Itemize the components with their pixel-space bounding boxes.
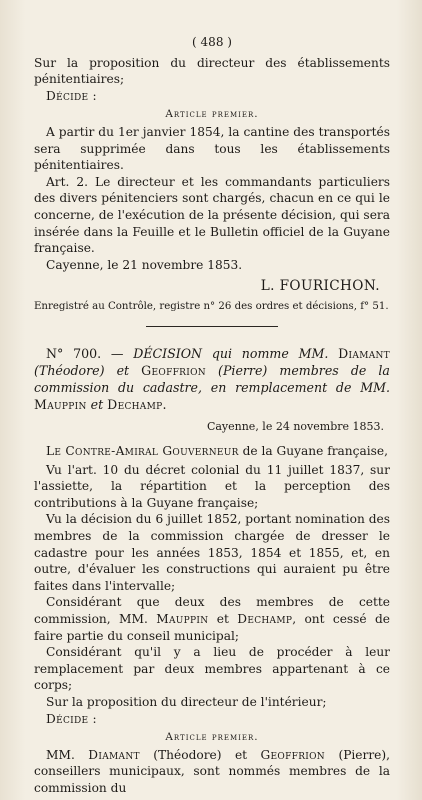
decision-word: DÉCISION	[133, 345, 203, 361]
signature: L. FOURICHON.	[260, 278, 380, 295]
final-given-theodore: (Théodore) et	[153, 747, 248, 762]
and-word-2: et	[90, 396, 104, 412]
decision-date: Cayenne, le 24 novembre 1853.	[206, 419, 384, 433]
article-2-text: Le directeur et les commandants particuliers des divers pénitenciers sont chargés, chacun en ce qui le concerne, de l'exécution de la présente décision, qui sera insérée dans la Feuille et le Bulletin officiel de la Guyane française.	[34, 174, 390, 256]
considerant-1-end: , ont cessé de faire partie du conseil municipal;	[34, 612, 391, 643]
name-geoffrion: Geoffrion	[141, 362, 206, 378]
given-pierre: (Pierre)	[218, 362, 268, 378]
page-content	[34, 34, 390, 797]
vu-paragraph-2: Vu la décision du 6 juillet 1852, portant nomination des membres de la commission chargée de dresser le cadastre pour les années 1853, 1854 et 1855, et, en outre, d'évaluer les constructions qui auraient pu être faites dans l'intervalle;	[34, 512, 390, 593]
decide-heading-2: Décide :	[46, 711, 97, 726]
considerant-and: et	[216, 612, 229, 627]
registration-note: Enregistré au Contrôle, registre n° 26 des ordres et décisions, f° 51.	[34, 300, 389, 312]
given-theodore: (Théodore)	[34, 362, 105, 378]
page-number: ( 488 )	[192, 35, 232, 49]
proposal-line-2: Sur la proposition du directeur de l'intérieur;	[46, 695, 327, 709]
final-paragraph	[34, 747, 390, 797]
article-1-text: A partir du 1er janvier 1854, la cantine des transportés sera supprimée dans tous les établissements pénitentiaires.	[34, 124, 390, 173]
final-name-diamant: Diamant	[88, 747, 140, 762]
considerant-name-mauppin: Mauppin	[156, 612, 209, 627]
considerant-paragraph-1	[34, 594, 390, 644]
governor-line	[34, 443, 390, 460]
article-premier-title-2: Article premier.	[165, 731, 259, 744]
proposal-line: Sur la proposition du directeur des établissements pénitentiaires;	[34, 55, 390, 87]
article-2-label: Art. 2.	[46, 174, 89, 189]
section-divider	[146, 326, 278, 327]
considerant-name-dechamp: Dechamp	[237, 612, 293, 627]
final-name-geoffrion: Geoffrion	[260, 747, 325, 762]
considerant-paragraph-2: Considérant qu'il y a lieu de procéder à leur remplacement par deux membres appartenant à ce corps;	[34, 645, 390, 693]
place-date: Cayenne, le 21 novembre 1853.	[46, 257, 243, 272]
considerant-1-start: Considérant que deux des membres de cette commission, MM.	[34, 595, 390, 627]
decision-number: N° 700.	[46, 345, 102, 361]
name-diamant: Diamant	[338, 345, 390, 361]
final-rest: (Pierre), conseillers municipaux, sont nommés membres de la commission du	[34, 747, 390, 795]
name-dechamp: Dechamp	[107, 396, 163, 412]
final-mm: MM.	[46, 747, 75, 762]
and-word: et	[116, 362, 130, 378]
article-premier-title: Article premier.	[165, 108, 259, 121]
governor-rest: de la Guyane française,	[242, 444, 388, 459]
article-2-paragraph	[34, 174, 390, 257]
decision-headline: N° 700. — DÉCISION qui nomme MM. Diamant (Théodore) et Geoffrion (Pierre) membres de la commission du cadastre, en remplacement de MM. Mauppin et Dechamp.	[34, 345, 390, 412]
vu-paragraph-1: Vu l'art. 10 du décret colonial du 11 juillet 1837, sur l'assiette, la répartition et la perception des contributions à la Guyane française;	[34, 462, 390, 510]
name-mauppin: Mauppin	[34, 396, 87, 412]
decide-heading: Décide :	[46, 88, 97, 103]
title-part-1: qui nomme MM.	[211, 345, 329, 361]
title-part-2: membres de la commission du cadastre, en remplacement de MM.	[34, 362, 390, 395]
governor-title: Le Contre-Amiral Gouverneur	[46, 444, 239, 459]
